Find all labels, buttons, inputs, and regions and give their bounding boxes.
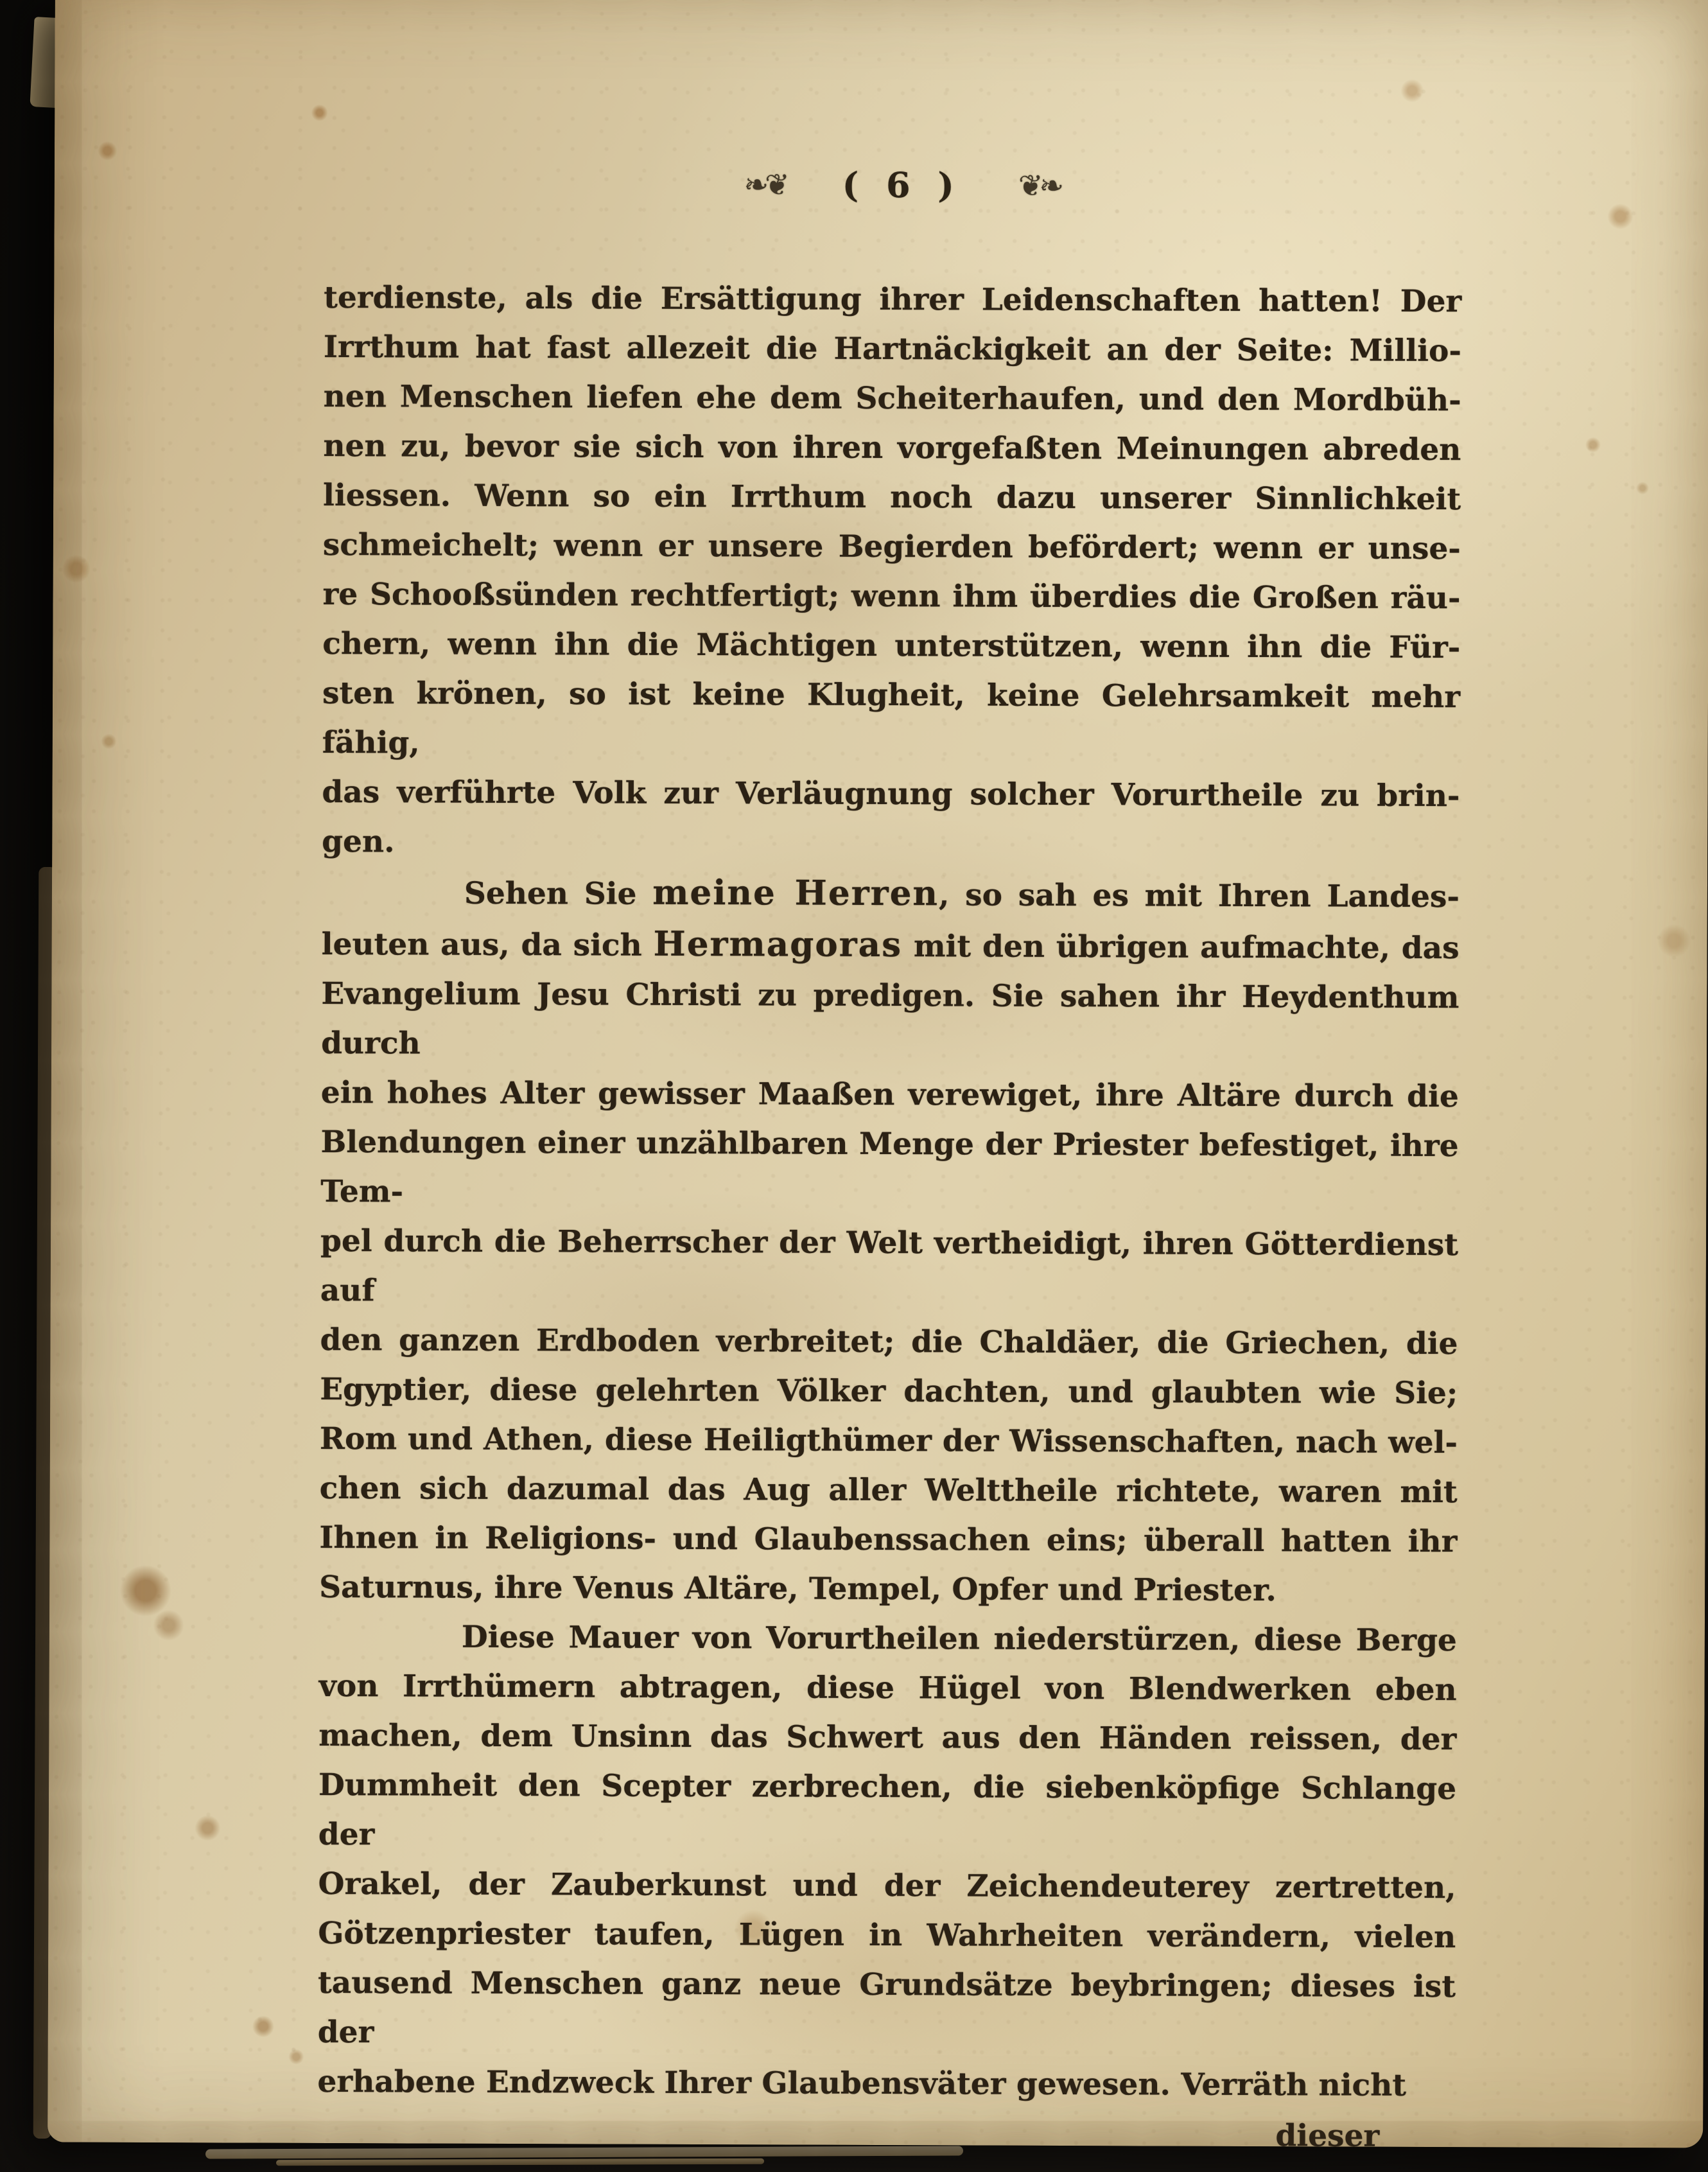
text-segment: ein hohes Alter gewisser Maaßen verewiget, ihre Altäre durch die — [320, 1074, 1459, 1115]
text-segment: leuten aus, da sich — [321, 926, 654, 963]
text-segment: , so sah es mit Ihren Landes- — [938, 877, 1460, 915]
text-segment: Diese Mauer von Vorurtheilen niederstürzen, diese Berge — [461, 1619, 1457, 1659]
text-line — [324, 273, 1461, 326]
text-segment: pel durch die Beherrscher der Welt vertheidigt, ihren Götterdienst auf — [320, 1223, 1459, 1309]
text-line — [321, 1068, 1459, 1121]
text-segment: nen Menschen liefen ehe dem Scheiterhaufen, und den Mordbüh- — [323, 378, 1461, 419]
text-line — [322, 866, 1460, 922]
text-segment: Egyptier, diese gelehrten Völker dachten, und glaubten wie Sie; — [320, 1371, 1458, 1412]
text-line — [322, 619, 1460, 672]
page-header — [337, 162, 1467, 207]
text-line — [319, 1563, 1457, 1616]
text-line — [320, 1414, 1458, 1467]
text-segment: Sehen Sie — [464, 875, 653, 912]
text-line — [318, 1760, 1457, 1863]
text-segment: chern, wenn ihn die Mächtigen unterstützen, wenn ihn die Für- — [322, 626, 1461, 666]
text-line — [320, 1216, 1459, 1319]
floral-ornament-right-icon: ❦❧ — [1018, 168, 1061, 203]
text-line — [323, 520, 1461, 574]
text-segment: das verführte Volk zur Verläugnung solcher Vorurtheile zu brin- — [322, 774, 1460, 814]
text-segment: gen. — [322, 823, 395, 860]
text-segment: chen sich dazumal das Aug aller Welttheile richtete, waren mit — [319, 1470, 1458, 1511]
text-line — [322, 669, 1461, 771]
text-segment: terdienste, als die Ersättigung ihrer Leidenschaften hatten! Der — [324, 279, 1462, 320]
text-segment: Blendungen einer unzählbaren Menge der Priester befestiget, ihre Tem- — [320, 1124, 1459, 1210]
text-segment: sten krönen, so ist keine Klugheit, keine Gelehrsamkeit mehr fähig, — [322, 675, 1461, 761]
text-line — [318, 1859, 1456, 1913]
text-segment: erhabene Endzweck Ihrer Glaubensväter gewesen. Verräth nicht — [317, 2063, 1407, 2103]
page-number: ( 6 ) — [842, 164, 963, 206]
text-segment: den ganzen Erdboden verbreitet; die Chaldäer, die Griechen, die — [320, 1322, 1458, 1362]
text-line — [317, 2057, 1455, 2110]
text-segment: machen, dem Unsinn das Schwert aus den Händen reissen, der — [318, 1717, 1457, 1758]
catchword-line — [317, 2108, 1455, 2161]
text-segment: Götzenpriester taufen, Lügen in Wahrheiten verändern, vielen — [318, 1915, 1456, 1956]
text-line — [319, 1513, 1457, 1566]
paragraph — [322, 273, 1461, 870]
text-segment: von Irrthümern abtragen, diese Hügel von Blendwerken eben — [318, 1668, 1457, 1708]
text-line — [320, 1315, 1458, 1369]
text-segment: schmeichelt; wenn er unsere Begierden befördert; wenn er unse- — [322, 527, 1461, 567]
text-segment: Orakel, der Zauberkunst und der Zeichendeuterey zertretten, — [318, 1866, 1456, 1906]
text-segment: Evangelium Jesu Christi zu predigen. Sie sahen ihr Heydenthum durch — [321, 976, 1460, 1062]
emphasized-text: meine Herren — [652, 871, 939, 914]
book-page — [48, 0, 1708, 2154]
text-segment: Dummheit den Scepter zerbrechen, die siebenköpfige Schlange der — [318, 1767, 1457, 1853]
text-line — [321, 969, 1460, 1072]
text-segment: mit den übrigen aufmachte, das — [902, 929, 1460, 967]
text-line — [318, 1909, 1456, 1962]
text-line — [319, 1612, 1457, 1665]
text-line — [318, 1661, 1456, 1715]
emphasized-text: Hermagoras — [653, 923, 903, 965]
floral-ornament-left-icon: ❧❦ — [744, 167, 786, 202]
text-segment: Saturnus, ihre Venus Altäre, Tempel, Opfer und Priester. — [319, 1569, 1277, 1609]
text-line — [322, 817, 1460, 870]
text-line — [318, 1711, 1456, 1764]
catchword: dieser — [1275, 2118, 1380, 2154]
paragraph — [319, 866, 1460, 1616]
paragraph — [317, 1612, 1457, 2110]
text-line — [322, 570, 1460, 623]
text-line — [320, 1464, 1458, 1517]
text-line — [320, 1365, 1458, 1418]
text-segment: tausend Menschen ganz neue Grundsätze beybringen; dieses ist der — [317, 1965, 1456, 2051]
text-segment: Irrthum hat fast allezeit die Hartnäckigkeit an der Seite: Millio- — [323, 329, 1461, 369]
text-segment: Ihnen in Religions- und Glaubenssachen eins; überall hatten ihr — [319, 1520, 1458, 1560]
text-line — [324, 322, 1461, 376]
text-segment: liessen. Wenn so ein Irrthum noch dazu unserer Sinnlichkeit — [323, 477, 1461, 518]
text-segment: re Schooßsünden rechtfertigt; wenn ihm überdies die Großen räu- — [322, 576, 1461, 617]
text-line — [324, 372, 1461, 425]
page-text — [317, 273, 1461, 2161]
text-line — [318, 1958, 1456, 2061]
text-line — [322, 767, 1460, 821]
text-line — [320, 1117, 1459, 1220]
text-segment: Rom und Athen, diese Heiligthümer der Wissenschaften, nach wel- — [319, 1421, 1458, 1461]
text-line — [323, 471, 1461, 524]
text-line — [322, 918, 1460, 973]
text-line — [323, 421, 1461, 475]
under-page-edge-bottom-2 — [276, 2159, 764, 2166]
text-segment: nen zu, bevor sie sich von ihren vorgefaßten Meinungen abreden — [323, 428, 1461, 468]
